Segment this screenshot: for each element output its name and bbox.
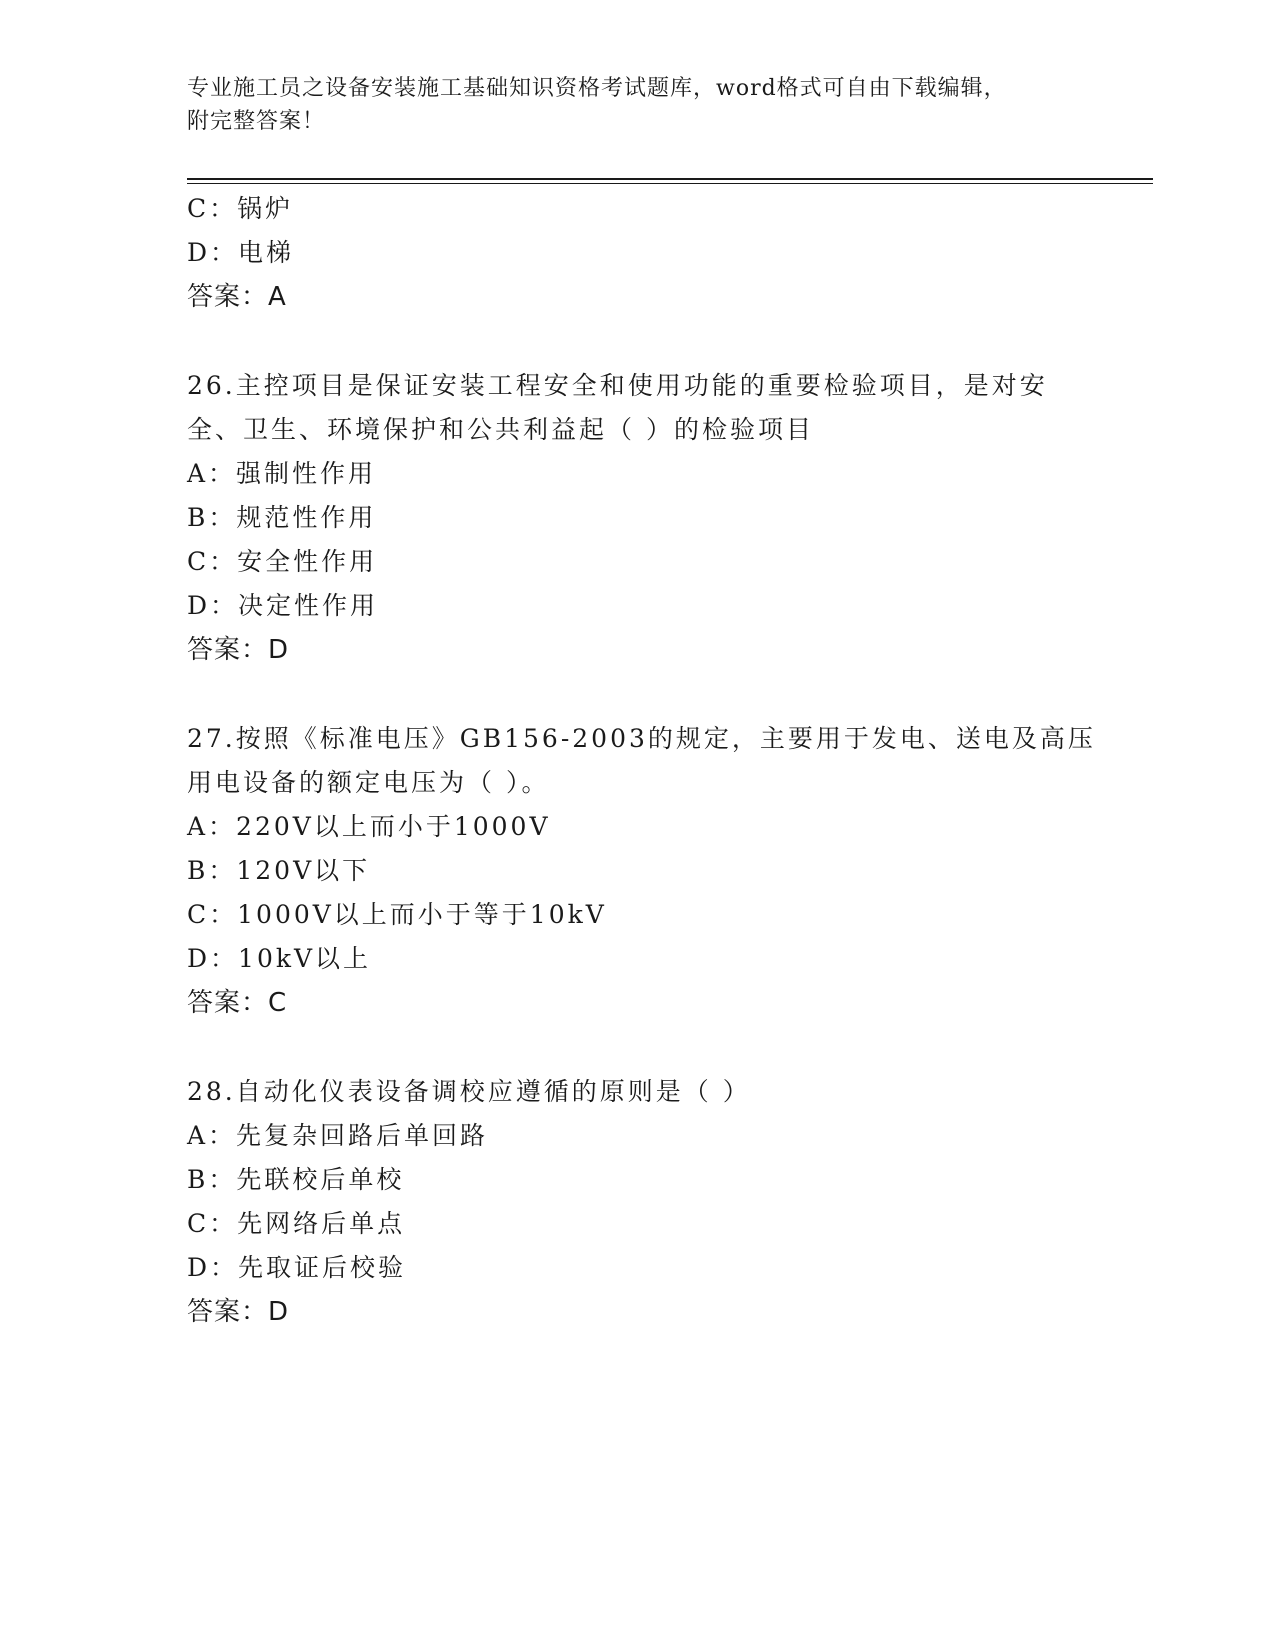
q26-option-c: C：安全性作用 xyxy=(187,547,378,576)
q28-question-line-1: 28.自动化仪表设备调校应遵循的原则是（ ） xyxy=(187,1077,751,1106)
q25-option-d: D：电梯 xyxy=(187,238,295,267)
q26-answer: 答案：D xyxy=(187,635,290,665)
header-divider-thick xyxy=(187,178,1153,180)
q28-option-c: C：先网络后单点 xyxy=(187,1209,406,1238)
q27-option-b: B：120V以下 xyxy=(187,856,371,885)
q27-option-a: A：220V以上而小于1000V xyxy=(187,812,551,841)
q25-option-c: C：锅炉 xyxy=(187,194,294,223)
q27-answer: 答案：C xyxy=(187,988,288,1018)
q27-option-d: D：10kV以上 xyxy=(187,944,372,973)
q27-question-line-2: 用电设备的额定电压为（ ）。 xyxy=(187,768,550,797)
header-line-1: 专业施工员之设备安装施工基础知识资格考试题库，word格式可自由下载编辑， xyxy=(187,76,1007,101)
document-header xyxy=(187,72,1087,138)
q26-option-b: B：规范性作用 xyxy=(187,503,377,532)
q26-question-line-2: 全、卫生、环境保护和公共利益起（ ）的检验项目 xyxy=(187,415,814,444)
header-divider-thin xyxy=(187,183,1153,184)
q26-question-line-1: 26.主控项目是保证安装工程安全和使用功能的重要检验项目，是对安 xyxy=(187,371,1048,400)
header-line-2: 附完整答案！ xyxy=(187,109,326,134)
q28-option-d: D：先取证后校验 xyxy=(187,1253,407,1282)
q27-option-c: C：1000V以上而小于等于10kV xyxy=(187,900,607,929)
q26-option-a: A：强制性作用 xyxy=(187,459,377,488)
q28-option-b: B：先联校后单校 xyxy=(187,1165,405,1194)
q28-option-a: A：先复杂回路后单回路 xyxy=(187,1121,489,1150)
q25-answer: 答案：A xyxy=(187,282,287,312)
q26-option-d: D：决定性作用 xyxy=(187,591,379,620)
q27-question-line-1: 27.按照《标准电压》GB156-2003的规定，主要用于发电、送电及高压 xyxy=(187,724,1096,753)
q28-answer: 答案：D xyxy=(187,1297,290,1327)
